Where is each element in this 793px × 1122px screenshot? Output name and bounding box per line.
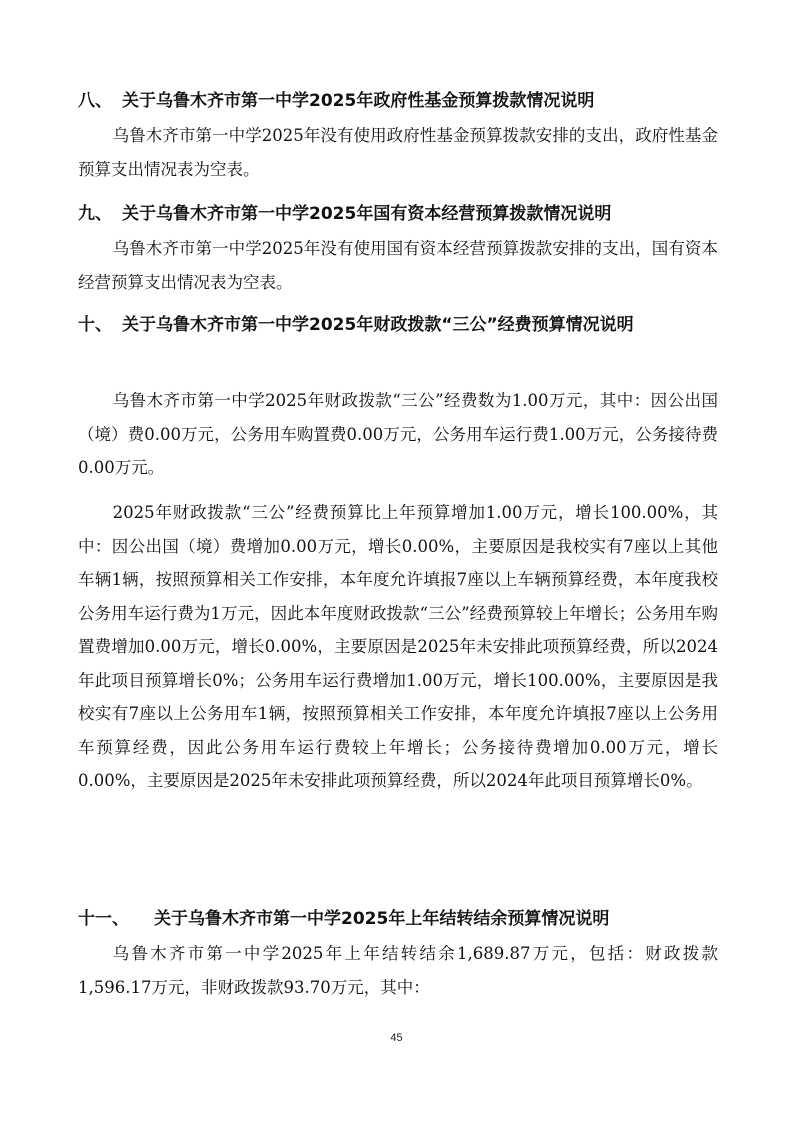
section-number: 十、 [78, 315, 112, 335]
section-number: 九、 [78, 204, 112, 224]
paragraph: 乌鲁木齐市第一中学2025年上年结转结余1,689.87万元，包括：财政拨款1,596.17万元，非财政拨款93.70万元，其中： [78, 944, 718, 997]
section-heading-11 [78, 902, 718, 936]
section-heading-9 [78, 197, 718, 231]
page-number: 45 [390, 1032, 403, 1044]
section-title: 关于乌鲁木齐市第一中学2025年政府性基金预算拨款情况说明 [122, 91, 595, 111]
section-heading-10 [78, 308, 718, 342]
paragraph: 2025年财政拨款“三公”经费预算比上年预算增加1.00万元，增长100.00%，其中：因公出国（境）费增加0.00万元，增长0.00%，主要原因是我校实有7座以上其他车辆1辆，按照预算相关工作安排，本年度允许填报7座以上车辆预算经费，本年度我校公务用车运行费为1万元，因此本年度财政拨款“三公”经费预算较上年增长；公务用车购置费增加0.00万元，增长0.00%，主要原因是2025年未安排此项预算经费，所以2024年此项目预算增长0%；公务用车运行费增加1.00万元，增长100.00%，主要原因是我校实有7座以上公务用车1辆，按照预算相关工作安排，本年度允许填报7座以上公务用车预算经费，因此公务用车运行费较上年增长；公务接待费增加0.00万元，增长0.00%，主要原因是2025年未安排此项预算经费，所以2024年此项目预算增长0%。 [78, 503, 718, 790]
section-title: 关于乌鲁木齐市第一中学2025年上年结转结余预算情况说明 [154, 909, 610, 929]
section-number: 八、 [78, 91, 112, 111]
paragraph: 乌鲁木齐市第一中学2025年没有使用国有资本经营预算拨款安排的支出，国有资本经营预算支出情况表为空表。 [78, 239, 718, 292]
section-title: 关于乌鲁木齐市第一中学2025年国有资本经营预算拨款情况说明 [122, 204, 612, 224]
paragraph: 乌鲁木齐市第一中学2025年财政拨款“三公”经费数为1.00万元，其中：因公出国（境）费0.00万元，公务用车购置费0.00万元，公务用车运行费1.00万元，公务接待费0.00万元。 [78, 391, 718, 477]
section-heading-8 [78, 84, 718, 118]
paragraph: 乌鲁木齐市第一中学2025年没有使用政府性基金预算拨款安排的支出，政府性基金预算支出情况表为空表。 [78, 126, 718, 179]
section-number: 十一、 [78, 909, 129, 929]
section-title: 关于乌鲁木齐市第一中学2025年财政拨款“三公”经费预算情况说明 [122, 315, 634, 335]
